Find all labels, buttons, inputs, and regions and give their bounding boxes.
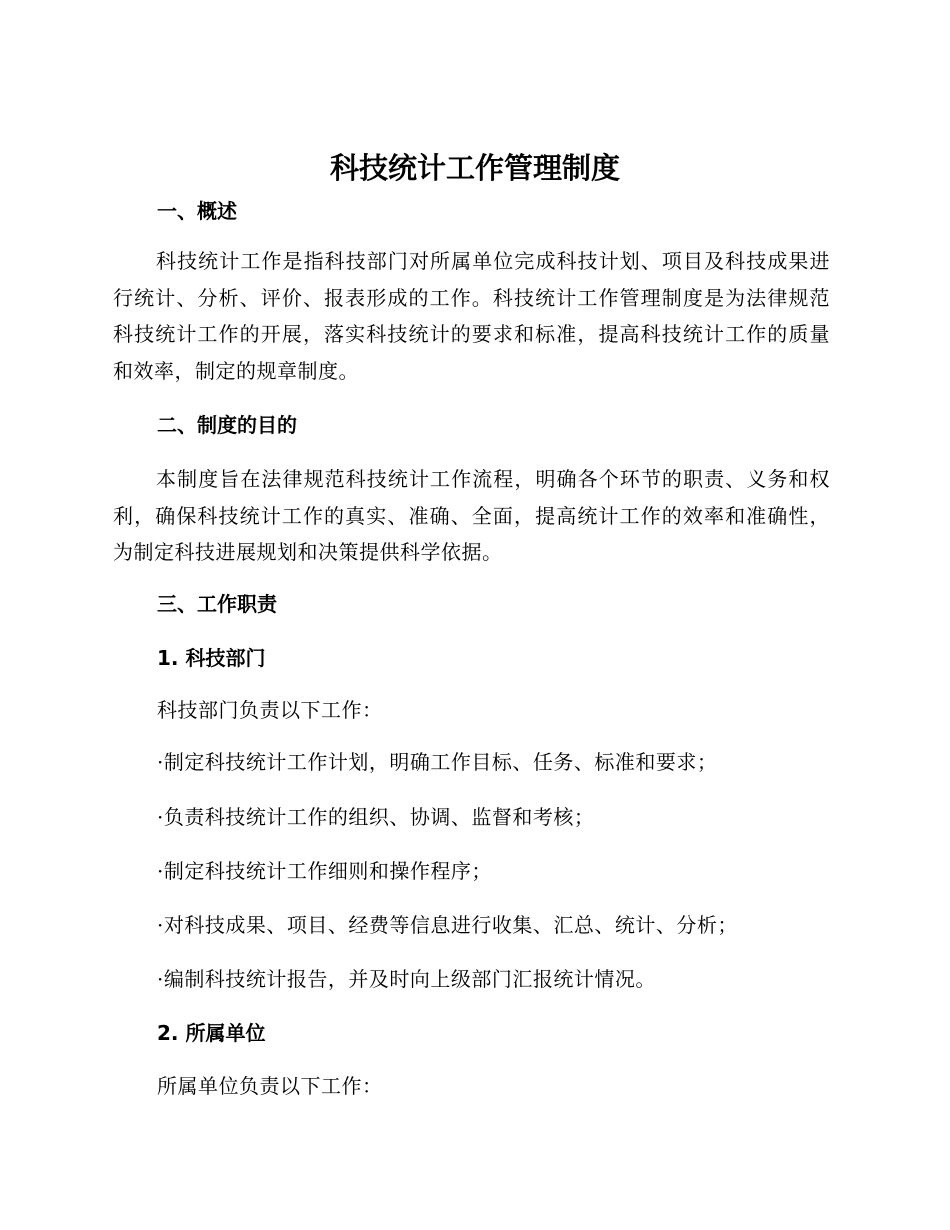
section-heading-duties: 三、工作职责 — [157, 592, 277, 616]
overview-paragraph: 科技统计工作是指科技部门对所属单位完成科技计划、项目及科技成果进行统计、分析、评价、报表形成的工作。科技统计工作管理制度是为法律规范科技统计工作的开展，落实科技统计的要求和标准，提高科技统计工作的质量和效率，制定的规章制度。 — [113, 249, 830, 383]
affiliated-units-intro: 所属单位负责以下工作： — [157, 1074, 383, 1098]
subsection-heading-tech-dept: 1. 科技部门 — [157, 646, 266, 670]
subsection-heading-affiliated-units: 2. 所属单位 — [157, 1021, 266, 1045]
list-item: ·制定科技统计工作计划，明确工作目标、任务、标准和要求； — [157, 750, 718, 774]
section-heading-overview: 一、概述 — [157, 199, 237, 223]
list-item: ·制定科技统计工作细则和操作程序； — [157, 859, 492, 883]
section-heading-purpose: 二、制度的目的 — [157, 413, 297, 437]
list-item: ·编制科技统计报告，并及时向上级部门汇报统计情况。 — [157, 967, 656, 991]
document-title: 科技统计工作管理制度 — [329, 151, 620, 185]
list-item: ·对科技成果、项目、经费等信息进行收集、汇总、统计、分析； — [157, 913, 738, 937]
list-item: ·负责科技统计工作的组织、协调、监督和考核； — [157, 805, 595, 829]
purpose-paragraph: 本制度旨在法律规范科技统计工作流程，明确各个环节的职责、义务和权利，确保科技统计工作的真实、准确、全面，提高统计工作的效率和准确性，为制定科技进展规划和决策提供科学依据。 — [113, 467, 830, 564]
tech-dept-intro: 科技部门负责以下工作： — [157, 698, 383, 722]
